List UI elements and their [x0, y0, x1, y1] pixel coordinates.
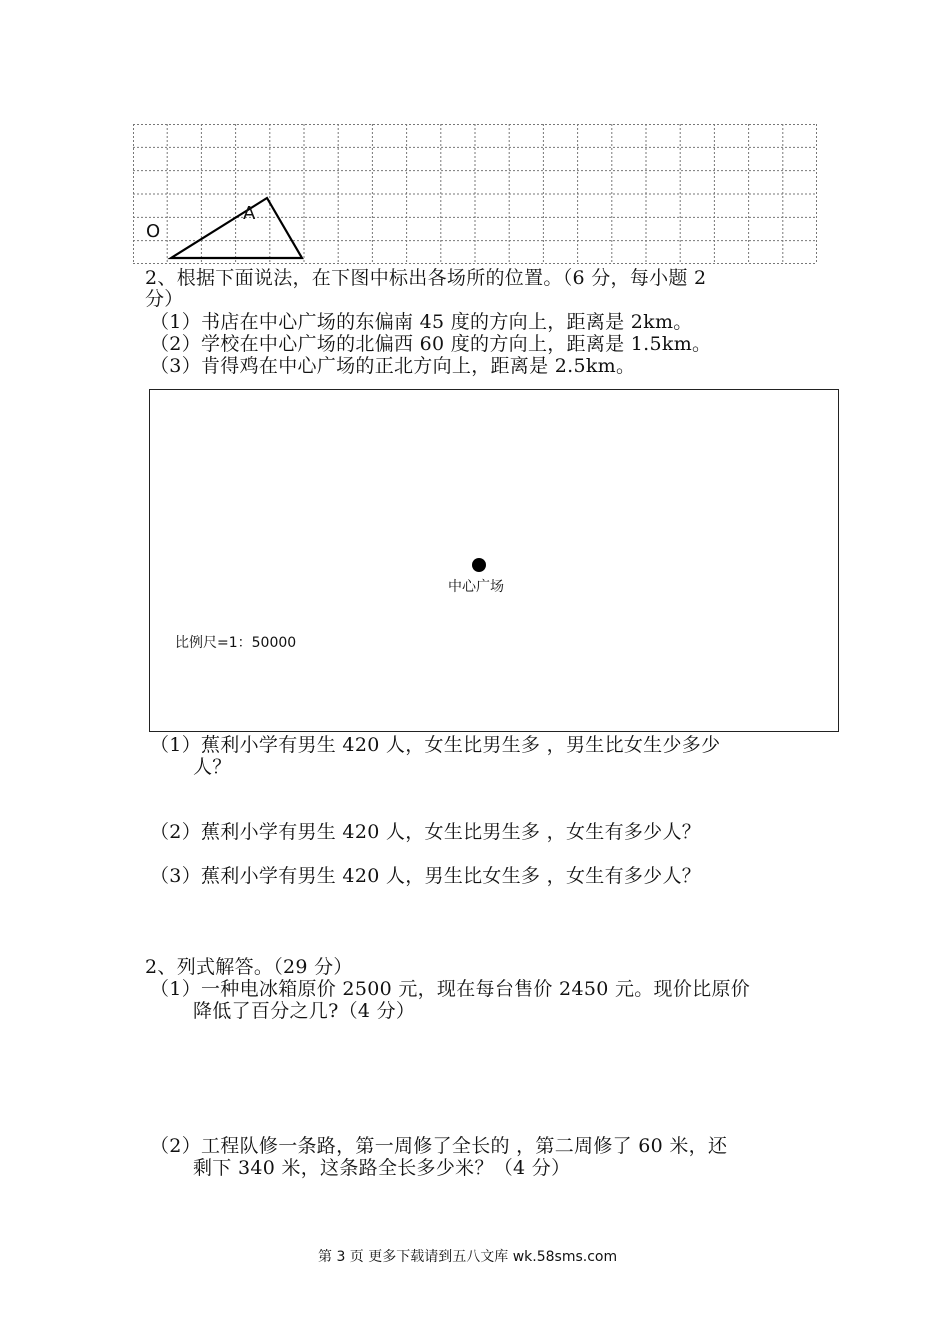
grid-svg	[133, 124, 817, 264]
triangle-shape	[171, 198, 302, 258]
q-locate-item-3: （3）肯得鸡在中心广场的正北方向上，距离是 2.5km。	[150, 355, 636, 377]
center-dot-icon	[472, 558, 486, 572]
center-square-label: 中心广场	[448, 579, 504, 595]
q-locate-item-1: （1）书店在中心广场的东偏南 45 度的方向上，距离是 2km。	[150, 311, 693, 333]
q-locate-title-line2: 分）	[145, 288, 184, 310]
q-locate-item-2: （2）学校在中心广场的北偏西 60 度的方向上，距离是 1.5km。	[150, 333, 712, 355]
scale-label: 比例尺=1：50000	[175, 635, 297, 651]
q-solve-item-1-line1: （1）一种电冰箱原价 2500 元，现在每台售价 2450 元。现价比原价	[150, 978, 751, 1000]
page-footer: 第 3 页 更多下载请到五八文库 wk.58sms.com	[318, 1249, 618, 1265]
map-box	[149, 389, 839, 732]
q-solve-item-2-line2: 剩下 340 米，这条路全长多少米？（4 分）	[193, 1157, 571, 1179]
point-a-label: A	[243, 203, 256, 224]
grid-figure	[133, 124, 817, 264]
q-locate-title-line1: 2、根据下面说法，在下图中标出各场所的位置。（6 分，每小题 2	[145, 267, 707, 289]
point-o-label: O	[146, 221, 161, 242]
q-students-item-3: （3）蕉利小学有男生 420 人，男生比女生多 ，女生有多少人？	[150, 865, 702, 887]
q-students-item-2: （2）蕉利小学有男生 420 人，女生比男生多 ，女生有多少人？	[150, 821, 702, 843]
q-solve-item-1-line2: 降低了百分之几?（4 分）	[193, 1000, 416, 1022]
q-solve-item-2-line1: （2）工程队修一条路，第一周修了全长的 ，第二周修了 60 米，还	[150, 1135, 728, 1157]
q-students-item-1-line2: 人？	[193, 756, 232, 778]
q-solve-title: 2、列式解答。（29 分）	[145, 956, 353, 978]
q-students-item-1-line1: （1）蕉利小学有男生 420 人，女生比男生多 ，男生比女生少多少	[150, 734, 721, 756]
